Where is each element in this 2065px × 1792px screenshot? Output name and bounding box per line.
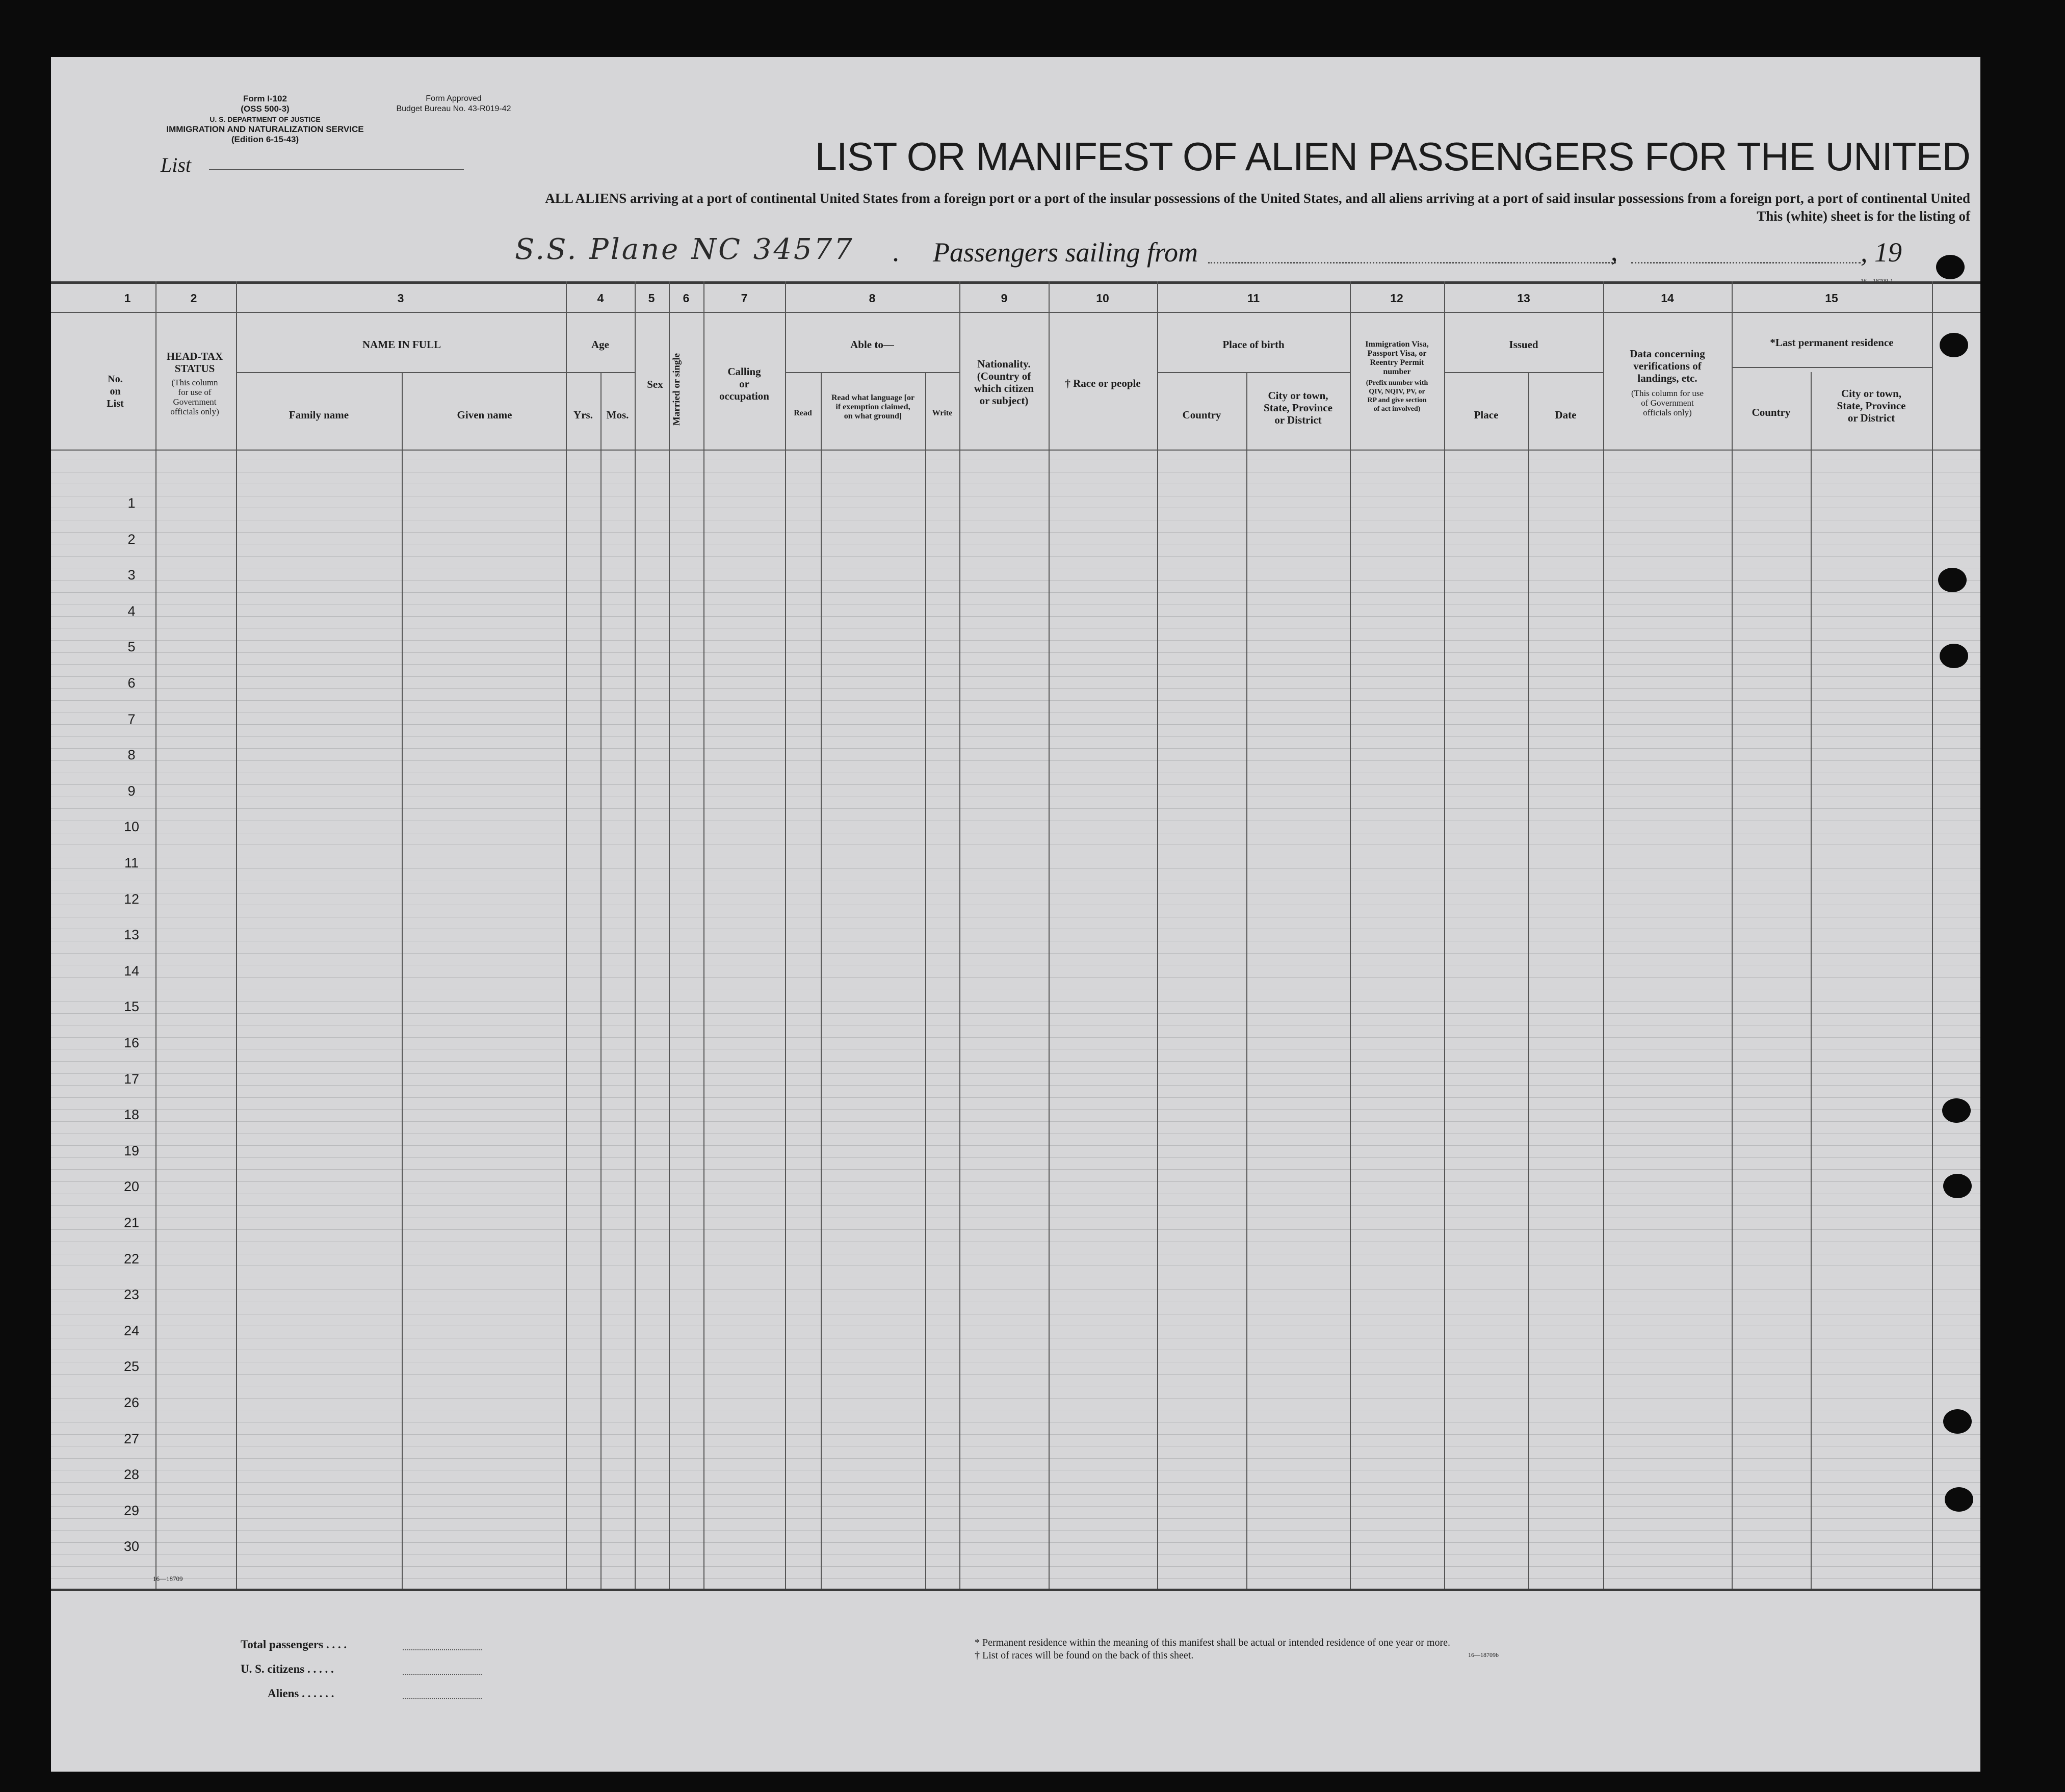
column-divider [1246, 372, 1247, 1589]
column-divider [1528, 372, 1529, 1589]
column-number: 1 [124, 292, 131, 305]
row-number: 5 [127, 639, 136, 654]
row-number: 26 [123, 1395, 140, 1410]
header-note: (This column [171, 378, 218, 387]
row-rule [51, 1542, 1980, 1543]
header-note: (This column for use [1631, 388, 1704, 398]
row-rule [51, 700, 1980, 701]
header-text: No. [108, 374, 123, 385]
visa-header [1350, 340, 1444, 413]
header-text: Reentry Permit [1370, 358, 1424, 367]
row-rule [51, 1494, 1980, 1495]
column-divider [821, 372, 822, 1589]
row-number: 21 [123, 1215, 140, 1230]
department-name: U. S. DEPARTMENT OF JUSTICE [210, 115, 321, 123]
column-number: 15 [1825, 292, 1838, 305]
column-divider [236, 281, 237, 1589]
row-number: 13 [123, 927, 140, 942]
punch-hole [1940, 644, 1968, 668]
age-header: Age [591, 338, 609, 351]
issued-subrule [1444, 372, 1603, 373]
column-number: 6 [683, 292, 690, 305]
form-number: Form I-102 [243, 94, 287, 103]
column-divider [635, 281, 636, 1589]
page-title: LIST OR MANIFEST OF ALIEN PASSENGERS FOR THE UNITED [815, 134, 1970, 179]
table-top-rule [51, 281, 1980, 284]
family-name-header: Family name [289, 409, 349, 421]
column-divider [1049, 281, 1050, 1589]
header-text: (Country of [977, 370, 1031, 382]
footnote-races: † List of races will be found on the back of this sheet. [975, 1650, 1194, 1661]
header-text: City or town, [1841, 387, 1902, 400]
punch-hole [1942, 1098, 1971, 1123]
header-note: (Prefix number with [1366, 379, 1428, 387]
header-text: or District [1847, 412, 1895, 424]
approval-text: Form Approved [426, 94, 482, 103]
column-number: 3 [397, 292, 404, 305]
column-number: 9 [1001, 292, 1008, 305]
aliens-field[interactable] [403, 1698, 482, 1699]
sailing-port-field[interactable] [1208, 262, 1616, 263]
header-text: STATUS [174, 362, 215, 375]
row-rule [51, 1566, 1980, 1567]
column-number: 5 [648, 292, 655, 305]
header-text: Data concerning [1630, 348, 1705, 360]
race-header: † Race or people [1065, 377, 1141, 389]
header-text: State, Province [1837, 400, 1906, 412]
column-number: 10 [1096, 292, 1109, 305]
read-language-header [821, 393, 925, 421]
row-rule [51, 724, 1980, 725]
punch-hole [1945, 1487, 1973, 1512]
vessel-period: . [892, 236, 899, 268]
column-number: 8 [869, 292, 876, 305]
row-rule [51, 1229, 1980, 1230]
column-number: 13 [1517, 292, 1530, 305]
budget-bureau-number: Budget Bureau No. 43-R019-42 [396, 104, 511, 113]
list-label: List [161, 153, 192, 176]
header-text: Nationality. [977, 358, 1031, 370]
header-text: Calling [727, 365, 761, 378]
row-rule [51, 1181, 1980, 1182]
row-number: 7 [127, 711, 136, 727]
married-header: Married or single [671, 353, 682, 426]
residence-subrule [1732, 367, 1932, 368]
us-citizens-field[interactable] [403, 1674, 482, 1675]
row-rule [51, 1518, 1980, 1519]
able-to-header: Able to— [850, 338, 894, 351]
issued-place-header: Place [1474, 409, 1499, 421]
header-note: RP and give section [1367, 397, 1427, 404]
column-number-rule [51, 312, 1980, 313]
row-rule [51, 1482, 1980, 1483]
row-rule [51, 1109, 1980, 1110]
subtitle-line-1: ALL ALIENS arriving at a port of continental United States from a foreign port or a port of the insular possessions of the United States, and all aliens arriving at a port of said insular possessions from a foreign port, a port of continental United [545, 191, 1970, 206]
row-rule [51, 760, 1980, 761]
list-field[interactable] [209, 169, 464, 170]
column-number: 2 [190, 292, 197, 305]
sex-header: Sex [647, 378, 663, 390]
row-rule [51, 1205, 1980, 1206]
header-text: or [739, 378, 749, 390]
header-text: number [1383, 367, 1411, 376]
row-rule [51, 1085, 1980, 1086]
pob-country-header: Country [1182, 409, 1221, 421]
header-text: List [107, 398, 124, 409]
table-bottom-rule [51, 1589, 1980, 1591]
header-note: officials only) [1643, 408, 1692, 417]
verification-header [1603, 348, 1732, 417]
approval-block [367, 94, 540, 114]
place-of-birth-header: Place of birth [1222, 338, 1285, 351]
bottom-code: 16—18709 [153, 1575, 183, 1583]
row-number: 29 [123, 1503, 140, 1518]
row-rule [51, 1157, 1980, 1158]
column-divider [1932, 281, 1933, 1589]
punch-hole [1938, 568, 1967, 592]
header-text: on [110, 386, 121, 397]
form-edition: (Edition 6-15-43) [231, 135, 299, 144]
column-divider [1603, 281, 1604, 1589]
lr-country-header: Country [1752, 406, 1791, 418]
row-number: 16 [123, 1035, 140, 1050]
column-divider [925, 372, 926, 1589]
punch-hole [1943, 1409, 1972, 1434]
able-subrule [785, 372, 959, 373]
row-number: 6 [127, 675, 136, 691]
punch-hole [1936, 255, 1965, 279]
total-passengers-label: Total passengers . . . . [241, 1638, 347, 1651]
issued-header: Issued [1509, 338, 1538, 351]
column-number: 12 [1390, 292, 1403, 305]
row-number: 30 [123, 1539, 140, 1554]
sailing-label: Passengers sailing from [933, 237, 1198, 268]
row-rule [51, 1121, 1980, 1122]
row-number: 24 [123, 1323, 140, 1338]
row-number: 12 [123, 891, 140, 907]
column-number: 4 [597, 292, 604, 305]
header-text: Read what language [or [831, 393, 915, 402]
aliens-label: Aliens . . . . . . [268, 1687, 334, 1700]
row-rule [51, 868, 1980, 869]
header-text: verifications of [1633, 360, 1702, 372]
row-rule [51, 532, 1980, 533]
column-divider [959, 281, 960, 1589]
issued-date-header: Date [1555, 409, 1577, 421]
row-number: 22 [123, 1251, 140, 1267]
row-rule [51, 808, 1980, 809]
head-tax-header [154, 350, 236, 416]
vessel-name-handwritten[interactable]: S.S. Plane NC 34577 [515, 233, 854, 266]
given-name-header: Given name [457, 409, 512, 421]
manifest-sheet [51, 57, 1980, 1772]
row-rule [51, 1037, 1980, 1038]
header-note: of act involved) [1373, 405, 1421, 413]
punch-hole [1943, 1174, 1972, 1198]
pob-city-header [1246, 389, 1350, 426]
column-divider [703, 281, 704, 1589]
form-oss: (OSS 500-3) [241, 104, 290, 114]
row-number: 3 [127, 567, 136, 583]
us-citizens-label: U. S. citizens . . . . . [241, 1663, 334, 1675]
row-number: 18 [123, 1107, 140, 1122]
column-divider [1157, 281, 1158, 1589]
row-number: 4 [127, 603, 136, 619]
row-number: 20 [123, 1179, 140, 1194]
row-rule [51, 1398, 1980, 1399]
column-divider [1444, 281, 1445, 1589]
row-number: 2 [127, 532, 136, 547]
name-in-full-header: NAME IN FULL [362, 338, 441, 351]
age-months-header: Mos. [606, 409, 629, 421]
column-divider [1350, 281, 1351, 1589]
header-note: QIV, NQIV, PV, or [1369, 388, 1425, 396]
column-divider [1811, 372, 1812, 1589]
punch-hole [1940, 333, 1968, 357]
row-number: 28 [123, 1467, 140, 1482]
row-rule [51, 664, 1980, 665]
column-number: 7 [741, 292, 748, 305]
row-rule [51, 953, 1980, 954]
row-rule [51, 580, 1980, 581]
row-number: 15 [123, 999, 140, 1014]
row-rule [51, 1013, 1980, 1014]
row-number: 27 [123, 1431, 140, 1446]
row-rule [51, 1374, 1980, 1375]
header-text: Passport Visa, or [1367, 349, 1427, 358]
row-rule [51, 1073, 1980, 1074]
column-divider [155, 281, 156, 1589]
total-passengers-field[interactable] [403, 1649, 482, 1650]
print-reference: 16—18709-1 [1861, 277, 1893, 284]
row-number: 17 [123, 1071, 140, 1087]
column-divider [600, 372, 602, 1589]
row-rule [51, 1169, 1980, 1170]
row-rule [51, 1145, 1980, 1146]
column-divider [1732, 281, 1733, 1589]
column-divider [669, 281, 670, 1589]
year-prefix: , 19 [1861, 237, 1902, 268]
column-divider [402, 372, 403, 1589]
footnote-code: 16—18709b [1468, 1651, 1499, 1658]
header-bottom-rule [51, 450, 1980, 451]
service-name: IMMIGRATION AND NATURALIZATION SERVICE [166, 124, 364, 134]
column-number: 11 [1247, 292, 1260, 305]
read-header: Read [794, 409, 812, 417]
form-id-block [143, 94, 387, 145]
header-note: Government [173, 397, 217, 407]
row-rule [51, 1458, 1980, 1459]
row-rule [51, 1506, 1980, 1507]
row-rule [51, 652, 1980, 653]
write-header: Write [932, 409, 953, 417]
row-number: 14 [123, 963, 140, 979]
sailing-date-field[interactable] [1631, 262, 1861, 263]
lr-city-header [1811, 387, 1932, 424]
row-rule [51, 748, 1980, 749]
footnote-residence: * Permanent residence within the meaning of this manifest shall be actual or intended residence of one year or more. [975, 1637, 1451, 1648]
column-number: 14 [1661, 292, 1674, 305]
column-divider [566, 281, 567, 1589]
row-rule [51, 1001, 1980, 1002]
header-text: City or town, [1268, 389, 1328, 402]
row-rule [51, 736, 1980, 737]
pob-subrule [1157, 372, 1350, 373]
header-text: landings, etc. [1637, 372, 1697, 384]
row-number: 25 [123, 1359, 140, 1374]
nationality-header [959, 358, 1049, 407]
row-rule [51, 1434, 1980, 1435]
row-rule [51, 1530, 1980, 1531]
row-rule [51, 1554, 1980, 1555]
header-text: or District [1274, 414, 1322, 426]
header-note: officials only) [170, 407, 219, 416]
header-text: HEAD-TAX [166, 350, 223, 362]
sailing-comma: , [1611, 236, 1618, 267]
row-rule [51, 784, 1980, 785]
row-rule [51, 688, 1980, 689]
row-number: 9 [127, 783, 136, 799]
header-text: which citizen [974, 382, 1034, 394]
header-text: or subject) [979, 394, 1029, 407]
row-rule [51, 556, 1980, 557]
header-note: of Government [1641, 398, 1694, 408]
row-rule [51, 977, 1980, 978]
subtitle-line-2: This (white) sheet is for the listing of [1757, 208, 1970, 224]
header-text: occupation [719, 390, 769, 402]
row-rule [51, 1289, 1980, 1290]
last-residence-header: *Last permanent residence [1770, 336, 1894, 349]
header-note: for use of [178, 387, 212, 397]
row-rule [51, 592, 1980, 593]
header-text: Immigration Visa, [1365, 340, 1429, 349]
age-years-header: Yrs. [573, 409, 593, 421]
row-rule [51, 676, 1980, 677]
header-text: if exemption claimed, [835, 403, 910, 411]
row-number: 23 [123, 1287, 140, 1302]
column-divider [785, 281, 786, 1589]
row-number: 19 [123, 1143, 140, 1158]
row-number: 8 [127, 747, 136, 762]
no-on-list-header [105, 373, 125, 410]
row-rule [51, 616, 1980, 617]
row-number: 10 [123, 819, 140, 834]
row-rule [51, 1097, 1980, 1098]
row-rule [51, 640, 1980, 641]
header-text: on what ground] [844, 412, 902, 420]
row-rule [51, 1578, 1980, 1579]
row-number: 11 [124, 855, 139, 871]
calling-header [703, 365, 785, 402]
header-text: State, Province [1264, 402, 1332, 414]
row-number: 1 [127, 495, 136, 511]
row-rule [51, 1061, 1980, 1062]
